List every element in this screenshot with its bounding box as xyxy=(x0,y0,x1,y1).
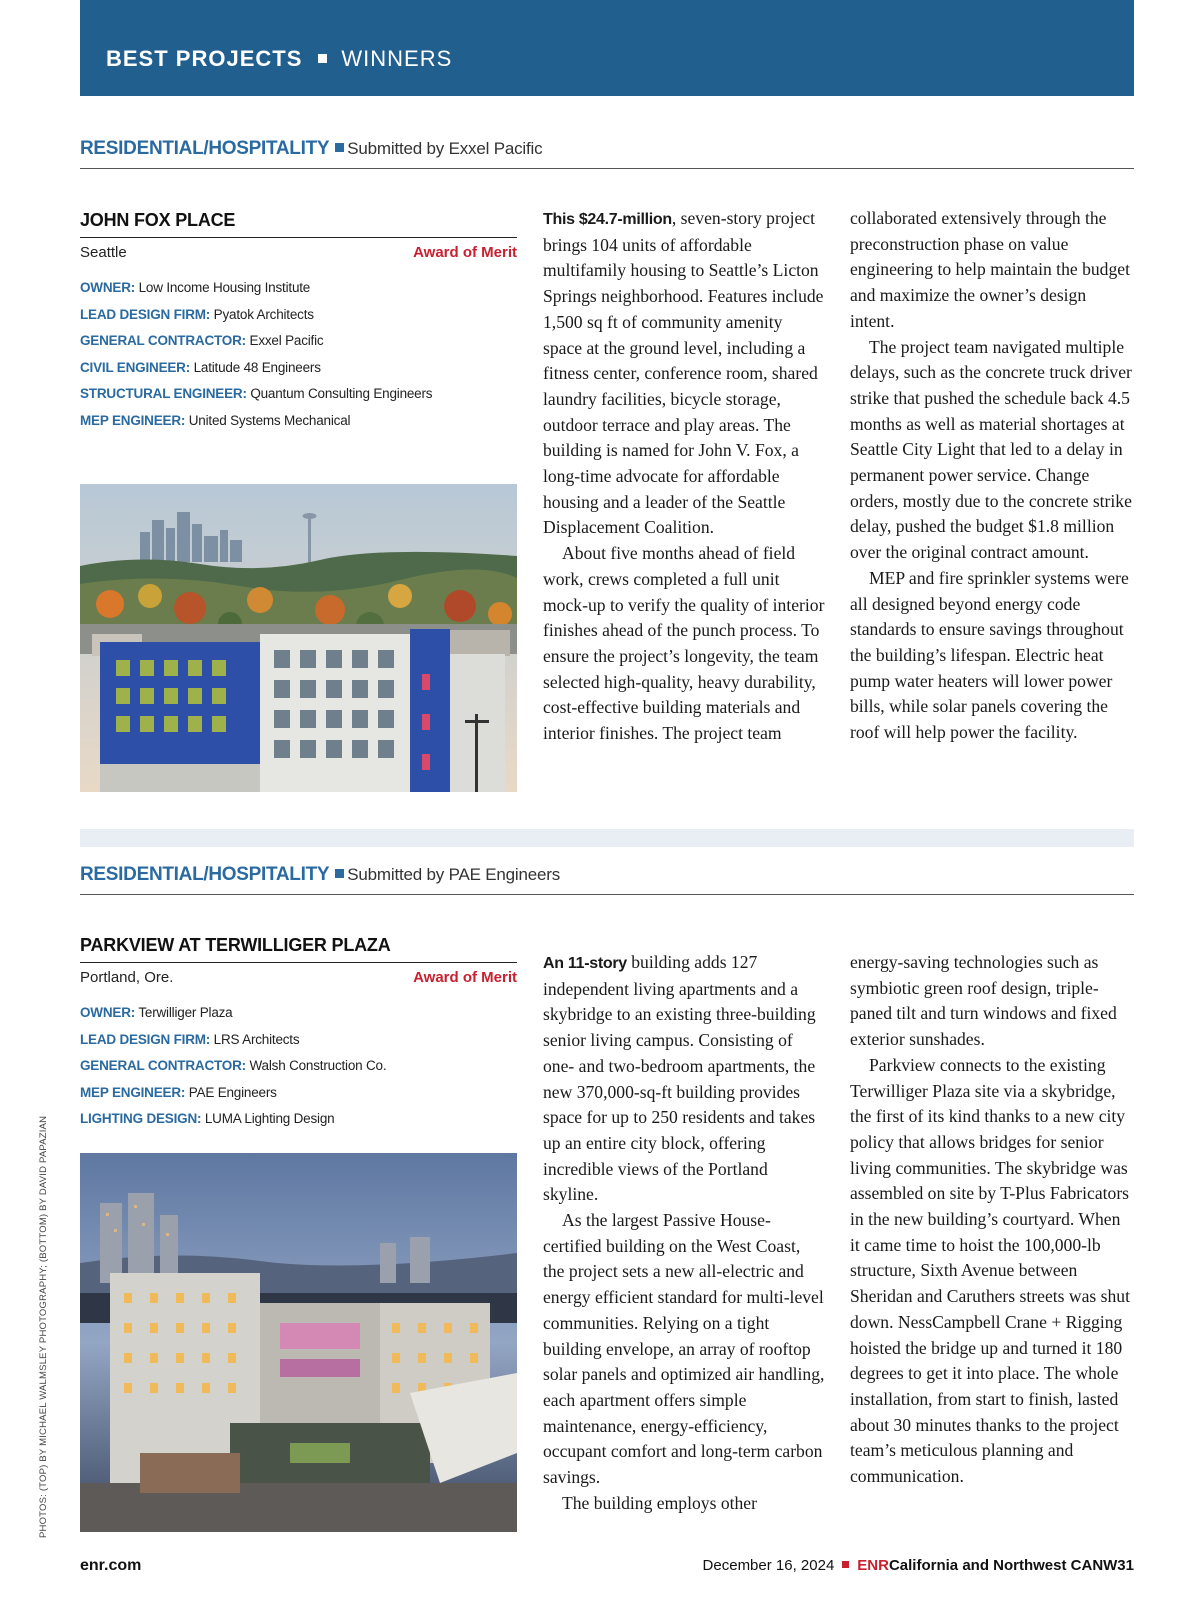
credits-list-2 xyxy=(80,1000,517,1133)
project-location: Seattle xyxy=(80,244,127,261)
category-label: RESIDENTIAL/HOSPITALITY xyxy=(80,864,330,885)
project-photo-2 xyxy=(80,1153,517,1532)
credit-owner: OWNER: Terwilliger Plaza xyxy=(80,1005,233,1020)
credit-owner: OWNER: Low Income Housing Institute xyxy=(80,280,311,295)
section-banner xyxy=(80,0,1134,96)
photo-credit: PHOTOS: (TOP) BY MICHAEL WALMSLEY PHOTOGRAPHY; (BOTTOM) BY DAVID PAPAZIAN xyxy=(38,1115,49,1538)
submitted-by: Submitted by Exxel Pacific xyxy=(347,139,543,158)
body-column-2b: energy-saving technologies such as symbiotic green roof design, triple-paned tilt and turn windows and fixed exterior sunshades. Parkview connects to the existing Terwilliger Plaza site via a skybridge, the first of its kind thanks to a new city policy that allows bridges for senior living communities. The skybridge was assembled on site by T-Plus Fabricators in the new building’s courtyard. When it came time to hoist the 100,000-lb structure, Sixth Avenue between Sheridan and Caruthers streets was shut down. NessCampbell Crane + Rigging hoisted the bridge up and turned it 180 degrees to get it into place. The whole installation, from start to finish, lasted about 30 minutes thanks to the project team’s meticulous planning and communication. xyxy=(850,952,1130,1487)
category-label: RESIDENTIAL/HOSPITALITY xyxy=(80,138,330,159)
credit-lead-design: LEAD DESIGN FIRM: LRS Architects xyxy=(80,1031,300,1047)
credit-lead-design: LEAD DESIGN FIRM: Pyatok Architects xyxy=(80,306,314,322)
banner-section: BEST PROJECTS xyxy=(106,46,303,71)
credit-mep-engineer: MEP ENGINEER: United Systems Mechanical xyxy=(80,412,351,428)
project-title-2: PARKVIEW AT TERWILLIGER PLAZA xyxy=(80,935,517,963)
credit-mep-engineer: MEP ENGINEER: PAE Engineers xyxy=(80,1084,277,1100)
section-divider xyxy=(80,829,1134,847)
footer-edition: California and Northwest CANW31 xyxy=(888,1557,1134,1574)
credits-list-1 xyxy=(80,275,517,434)
category-header-2 xyxy=(80,864,1134,895)
banner-subsection: WINNERS xyxy=(341,46,453,71)
square-bullet-icon xyxy=(318,54,327,63)
banner-title xyxy=(106,46,452,72)
square-bullet-icon xyxy=(335,869,344,878)
credit-civil-engineer: CIVIL ENGINEER: Latitude 48 Engineers xyxy=(80,359,321,375)
award-label: Award of Merit xyxy=(413,969,517,986)
footer-site: enr.com xyxy=(80,1557,142,1574)
body-column-1b: collaborated extensively through the preconstruction phase on value engineering to help maintain the budget and maximize the owner’s design intent. The project team navigated multiple delays, such as the concrete truck driver strike that pushed the schedule back 4.5 months as well as material shortages at Seattle City Light that led to a delay in permanent power service. Change orders, mostly due to the concrete strike delay, pushed the budget $1.8 million over the original contract amount. MEP and fire sprinkler systems were all designed beyond energy code standards to ensure savings throughout the building’s lifespan. Electric heat pump water heaters will lower power bills, while solar panels covering the roof will help power the facility. xyxy=(850,208,1132,743)
footer-folio xyxy=(703,1557,1134,1574)
award-label: Award of Merit xyxy=(413,244,517,261)
lead-in: An 11-story xyxy=(543,955,627,972)
body-column-1a: This $24.7-million, seven-story project brings 104 units of affordable multifamily housing to Seattle’s Licton Springs neighborhood. Features include 1,500 sq ft of community amenity space at the ground level, including a fitness center, conference room, shared laundry facilities, bicycle storage, outdoor terrace and play areas. The building is named for John V. Fox, a long-time advocate for affordable housing and a leader of the Seattle Displacement Coalition. About five months ahead of field work, crews completed a full unit mock-up to verify the quality of interior finishes ahead of the punch process. To ensure the project’s longevity, the team selected high-quality, heavy durability, cost-effective building materials and interior finishes. The project team xyxy=(543,208,825,744)
lead-in: This $24.7-million xyxy=(543,211,672,228)
credit-structural-engineer: STRUCTURAL ENGINEER: Quantum Consulting Engineers xyxy=(80,386,433,401)
square-bullet-icon xyxy=(335,143,344,152)
submitted-by: Submitted by PAE Engineers xyxy=(347,865,561,884)
category-header-1 xyxy=(80,138,1134,169)
credit-lighting-design: LIGHTING DESIGN: LUMA Lighting Design xyxy=(80,1111,335,1126)
credit-general-contractor: GENERAL CONTRACTOR: Walsh Construction Co. xyxy=(80,1058,387,1073)
project-title-1: JOHN FOX PLACE xyxy=(80,210,517,238)
footer-brand: ENR xyxy=(857,1557,889,1574)
square-bullet-icon xyxy=(842,1561,849,1568)
footer-date: December 16, 2024 xyxy=(702,1557,835,1574)
project-location: Portland, Ore. xyxy=(80,969,174,986)
location-row-1 xyxy=(80,244,517,268)
body-column-2a: An 11-story building adds 127 independent living apartments and a skybridge to an existing three-building senior living campus. Consisting of one- and two-bedroom apartments, the new 370,000-sq-ft building provides space for up to 250 residents and takes up an entire city block, offering incredible views of the Portland skyline. As the largest Passive House-certified building on the West Coast, the project sets a new all-electric and energy efficient standard for multi-level communities. Relying on a tight building envelope, an array of rooftop solar panels and optimized air handling, each apartment offers simple maintenance, energy-efficiency, occupant comfort and long-term carbon savings. The building employs other xyxy=(543,952,825,1513)
project-photo-1 xyxy=(80,484,517,792)
credit-general-contractor: GENERAL CONTRACTOR: Exxel Pacific xyxy=(80,333,324,348)
location-row-2 xyxy=(80,969,517,993)
